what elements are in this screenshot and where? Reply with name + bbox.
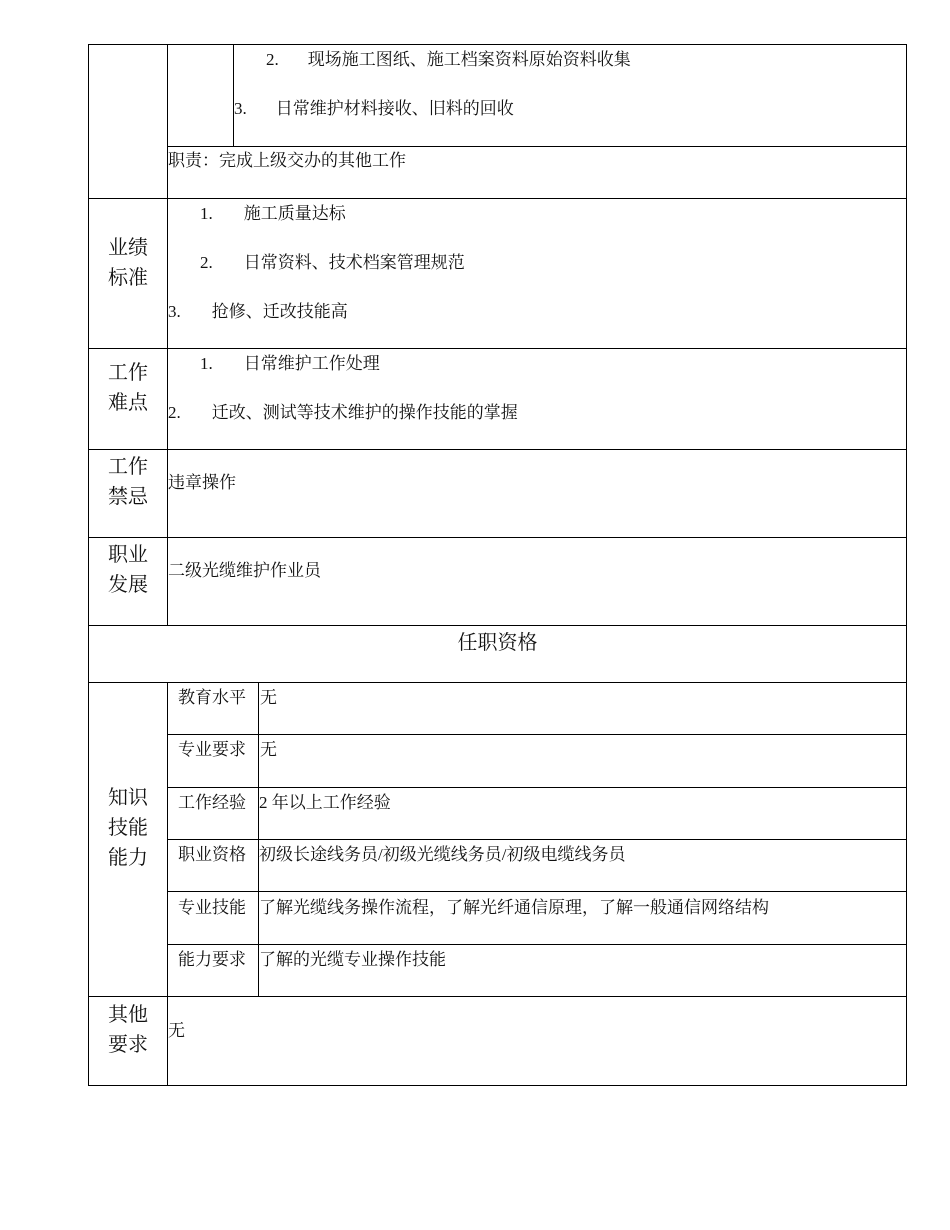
- top-item-3-text: 日常维护材料接收、旧料的回收: [275, 99, 514, 118]
- knowledge-label-line3: 能力: [108, 847, 148, 869]
- other-label: [88, 1000, 168, 1060]
- knowledge-row-5-label: 专业技能: [178, 898, 246, 917]
- performance-item-3-text: 抢修、迁改技能高: [211, 302, 348, 321]
- line-k4: [167, 891, 907, 892]
- other-label-line2: 要求: [108, 1034, 148, 1056]
- performance-item-1-text: 施工质量达标: [243, 204, 346, 223]
- top-item-3-number: 3.: [234, 99, 247, 118]
- knowledge-row-6-value: 了解的光缆专业操作技能: [259, 950, 446, 969]
- knowledge-label-line1: 知识: [108, 787, 148, 809]
- line-perf-top: [88, 198, 907, 199]
- taboo-label-line2: 禁忌: [108, 486, 148, 508]
- border-right: [906, 44, 907, 1086]
- career-label-line2: 发展: [108, 574, 148, 596]
- line-k3: [167, 839, 907, 840]
- difficulty-item-1-number: 1.: [200, 354, 213, 373]
- performance-item-1: [200, 203, 346, 225]
- performance-label: [88, 233, 168, 293]
- performance-item-3-number: 3.: [168, 302, 181, 321]
- career-text: 二级光缆维护作业员: [168, 561, 321, 580]
- career-label-line1: 职业: [108, 544, 148, 566]
- knowledge-row-4-value: 初级长途线务员/初级光缆线务员/初级电缆线务员: [259, 845, 626, 864]
- inner-divider-top: [233, 44, 234, 146]
- knowledge-row-1-label: 教育水平: [178, 688, 246, 707]
- line-qual-top: [88, 625, 907, 626]
- performance-item-1-number: 1.: [200, 204, 213, 223]
- difficulty-label-line1: 工作: [108, 362, 148, 384]
- knowledge-row-2-label: 专业要求: [178, 740, 246, 759]
- knowledge-row-3-label: 工作经验: [178, 793, 246, 812]
- knowledge-row-4-label: 职业资格: [178, 845, 246, 864]
- difficulty-item-1-text: 日常维护工作处理: [243, 354, 380, 373]
- line-k1: [167, 734, 907, 735]
- line-k5: [167, 944, 907, 945]
- line-other-top: [88, 996, 907, 997]
- difficulty-item-2-number: 2.: [168, 403, 181, 422]
- performance-item-3: [168, 301, 348, 323]
- taboo-label: [88, 452, 168, 512]
- line-top-duty: [167, 146, 907, 147]
- border-top: [88, 44, 907, 45]
- border-bottom: [88, 1085, 907, 1086]
- line-taboo-top: [88, 449, 907, 450]
- difficulty-item-1: [200, 353, 380, 375]
- other-text: 无: [168, 1021, 185, 1040]
- career-label: [88, 540, 168, 600]
- knowledge-row-2-value: 无: [260, 740, 277, 759]
- label-divider-upper: [167, 44, 168, 626]
- top-duty-text: 职责：完成上级交办的其他工作: [168, 151, 406, 170]
- line-knowledge-top: [88, 682, 907, 683]
- top-item-2-text: 现场施工图纸、施工档案资料原始资料收集: [307, 50, 631, 69]
- knowledge-label-line2: 技能: [108, 817, 148, 839]
- performance-item-2-number: 2.: [200, 253, 213, 272]
- knowledge-row-3-value: 2 年以上工作经验: [259, 793, 391, 812]
- top-item-3: [234, 98, 514, 120]
- performance-label-line2: 标准: [108, 267, 148, 289]
- top-item-2: [266, 49, 631, 71]
- difficulty-label-line2: 难点: [108, 392, 148, 414]
- performance-item-2-text: 日常资料、技术档案管理规范: [243, 253, 465, 272]
- other-label-line1: 其他: [108, 1004, 148, 1026]
- line-diff-top: [88, 348, 907, 349]
- taboo-label-line1: 工作: [108, 456, 148, 478]
- top-item-2-number: 2.: [266, 50, 279, 69]
- qualification-title: 任职资格: [457, 632, 538, 654]
- performance-label-line1: 业绩: [108, 237, 148, 259]
- difficulty-item-2-text: 迁改、测试等技术维护的操作技能的掌握: [211, 403, 518, 422]
- line-career-top: [88, 537, 907, 538]
- performance-item-2: [200, 252, 465, 274]
- difficulty-item-2: [168, 402, 518, 424]
- knowledge-row-1-value: 无: [260, 688, 277, 707]
- difficulty-label: [88, 358, 168, 418]
- knowledge-row-6-label: 能力要求: [178, 950, 246, 969]
- knowledge-label: [88, 783, 168, 873]
- knowledge-row-5-value: 了解光缆线务操作流程，了解光纤通信原理，了解一般通信网络结构: [259, 898, 769, 917]
- taboo-text: 违章操作: [168, 473, 236, 492]
- line-k2: [167, 787, 907, 788]
